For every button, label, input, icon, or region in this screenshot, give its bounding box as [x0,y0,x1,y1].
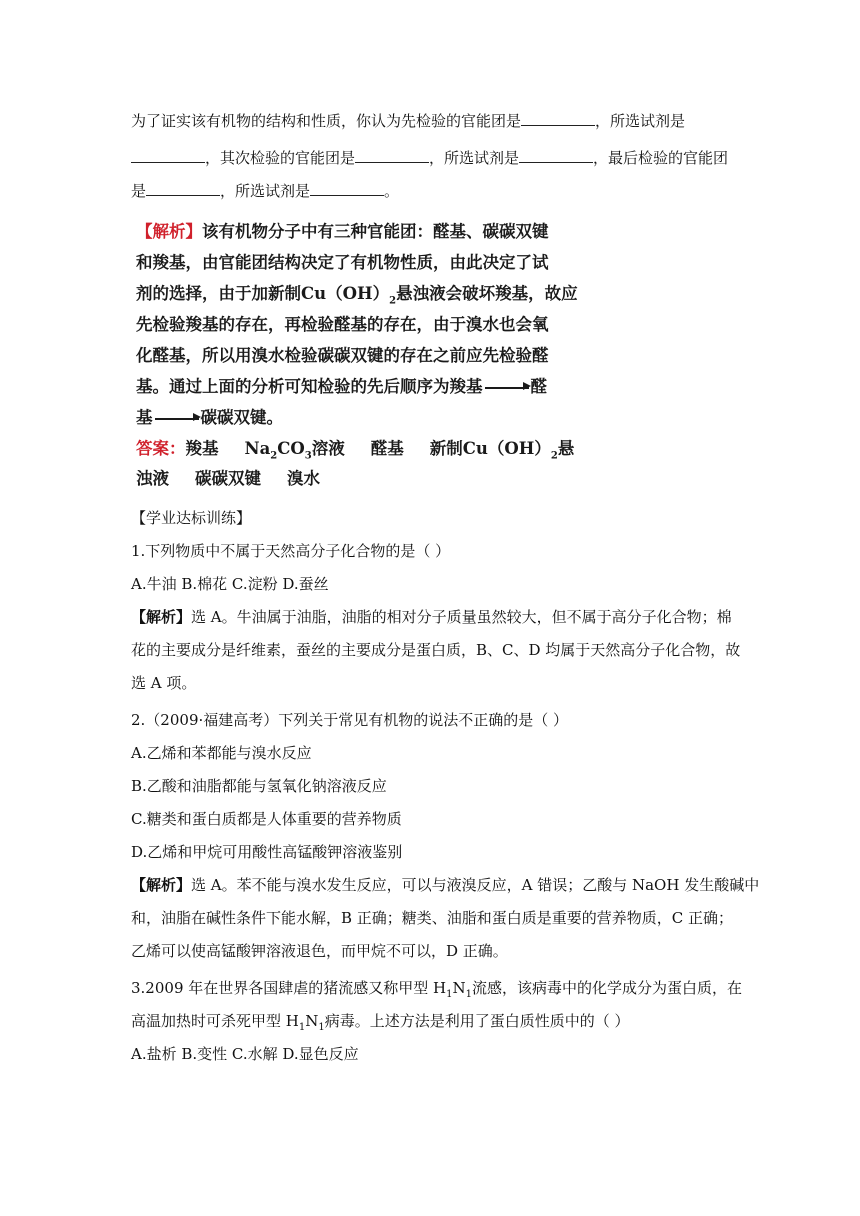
q2-explanation-line: 乙烯可以使高锰酸钾溶液退色，而甲烷不可以，D 正确。 [131,942,508,960]
answer-part: Na [244,439,271,458]
analysis-line [136,375,547,399]
answer-line [136,467,320,491]
answer-part: 溶液 [311,439,345,458]
analysis-text: 先检验羧基的存在，再检验醛基的存在，由于溴水也会氧 [136,315,549,334]
answer-part: 新制Cu（OH） [429,439,551,458]
stem-text: N [305,1012,319,1030]
stem-text: 高温加热时可杀死甲型 H [131,1012,299,1030]
intro-text: ，其次检验的官能团是 [205,149,356,167]
q1-explanation-line: 花的主要成分是纤维素，蚕丝的主要成分是蛋白质，B、C、D 均属于天然高分子化合物，故 [131,641,741,659]
subscript: 1 [465,989,472,1000]
q2-stem: 2.（2009·福建高考）下列关于常见有机物的说法不正确的是（ ） [131,711,569,729]
answer-blank [355,148,429,163]
stem-text: 病毒。上述方法是利用了蛋白质性质中的（ ） [324,1012,630,1030]
explanation-tag: 【解析】 [131,876,192,894]
analysis-text: 化醛基，所以用溴水检验碳碳双键的存在之前应先检验醛 [136,346,549,365]
analysis-line [136,251,549,275]
answer-blank [519,148,593,163]
analysis-text: 悬浊液会破坏羧基，故应 [396,284,578,303]
answer-part: CO [277,439,305,458]
answer-item [429,439,575,462]
intro-text: 为了证实该有机物的结构和性质，你认为先检验的官能团是 [131,112,522,130]
answer-item: 浊液 [136,469,169,488]
q2-explanation-line [131,875,759,895]
explanation-text: 选 A。牛油属于油脂，油脂的相对分子质量虽然较大，但不属于高分子化合物；棉 [191,608,732,626]
answer-line [136,437,574,468]
analysis-text: 基。通过上面的分析可知检验的先后顺序为羧基 [136,377,483,396]
analysis-line [136,220,549,244]
question-line-2 [131,148,728,168]
explanation-tag: 【解析】 [131,608,192,626]
right-arrow-icon [155,418,199,420]
analysis-text: 基 [136,408,153,427]
stem-text: N [452,979,466,997]
q3-stem-line [131,1011,630,1038]
q2-option-a: A.乙烯和苯都能与溴水反应 [131,744,312,762]
intro-text: ，所选试剂是 [220,182,311,200]
intro-text: ，所选试剂是 [595,112,686,130]
subscript: 3 [304,450,312,462]
analysis-tag: 【解析】 [136,222,202,241]
q1-explanation-line [131,607,732,627]
intro-text: ，最后检验的官能团 [593,149,729,167]
analysis-line [136,344,549,368]
intro-text: ，所选试剂是 [429,149,520,167]
intro-text: 。 [384,182,400,200]
answer-blank [146,181,220,196]
analysis-text: 和羧基，由官能团结构决定了有机物性质，由此决定了试 [136,253,549,272]
answer-blank [131,148,205,163]
q2-option-c: C.糖类和蛋白质都是人体重要的营养物质 [131,810,402,828]
answer-part: 悬 [557,439,575,458]
subscript: 2 [389,295,397,307]
analysis-line [136,406,283,430]
intro-text: 是 [131,182,147,200]
answer-tag: 答案： [136,439,186,458]
question-line-3 [131,181,399,201]
right-arrow-icon [485,387,529,389]
q1-stem: 1.下列物质中不属于天然高分子化合物的是（ ） [131,542,451,560]
subscript: 1 [298,1022,306,1033]
analysis-text: 剂的选择，由于加新制Cu（OH） [136,284,390,303]
explanation-text: 选 A。苯不能与溴水发生反应，可以与液溴反应，A 错误；乙酸与 NaOH 发生酸碱中 [191,876,760,894]
stem-text: 流感，该病毒中的化学成分为蛋白质，在 [471,979,742,997]
answer-item [244,439,345,462]
q1-options: A.牛油 B.棉花 C.淀粉 D.蚕丝 [131,575,329,593]
q2-explanation-line: 和，油脂在碱性条件下能水解，B 正确；糖类、油脂和蛋白质是重要的营养物质，C 正确； [131,909,734,927]
q1-explanation-line: 选 A 项。 [131,674,197,692]
analysis-line [136,313,549,337]
analysis-line [136,282,578,313]
analysis-text: 该有机物分子中有三种官能团：醛基、碳碳双键 [202,222,549,241]
q3-options: A.盐析 B.变性 C.水解 D.显色反应 [131,1045,359,1063]
subscript: 1 [446,989,453,1000]
q2-option-b: B.乙酸和油脂都能与氢氧化钠溶液反应 [131,777,387,795]
analysis-text: 醛 [530,377,547,396]
answer-item: 羧基 [185,439,219,458]
answer-item: 醛基 [370,439,404,458]
stem-text: 3.2009 年在世界各国肆虐的猪流感又称甲型 H [131,979,447,997]
answer-blank [521,111,595,126]
question-line-1 [131,111,685,131]
subscript: 1 [318,1022,325,1033]
answer-item: 碳碳双键 [195,469,261,488]
q2-option-d: D.乙烯和甲烷可用酸性高锰酸钾溶液鉴别 [131,843,403,861]
answer-blank [310,181,384,196]
answer-item: 溴水 [287,469,320,488]
section-title: 【学业达标训练】 [131,509,252,527]
analysis-text: 碳碳双键。 [200,408,283,427]
subscript: 2 [270,450,278,462]
q3-stem-line [131,978,742,1005]
subscript: 2 [550,450,558,462]
